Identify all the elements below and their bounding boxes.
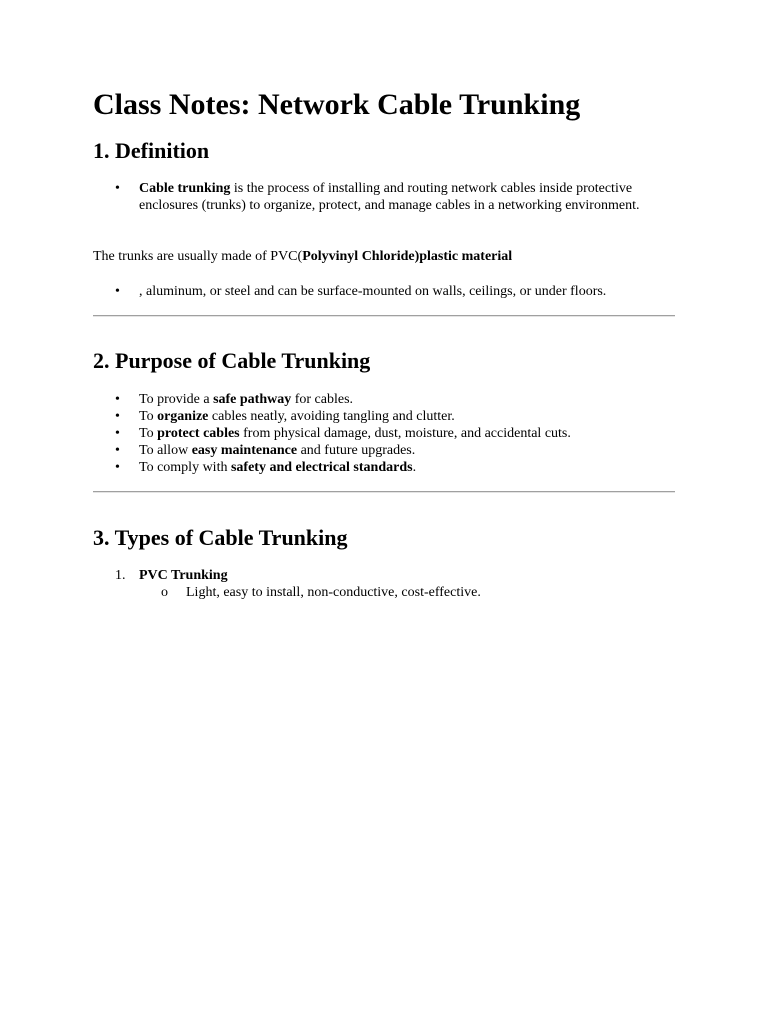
bullet-icon: • [115,443,120,458]
item-bold: organize [157,409,209,424]
section-heading-types: 3. Types of Cable Trunking [93,525,348,550]
materials-list [93,283,675,300]
list-item [93,283,675,300]
list-item [93,425,675,442]
section-divider [93,491,675,493]
types-list [93,567,675,601]
list-item [93,408,675,425]
list-item [139,584,675,601]
section-divider [93,315,675,317]
item-text: and future upgrades. [297,443,416,458]
bullet-icon: • [115,181,120,196]
item-text: for cables. [291,392,354,407]
item-bold: easy maintenance [191,443,298,458]
bullet-icon: • [115,460,120,475]
purpose-list [93,391,675,476]
list-number: 1. [115,568,126,583]
list-item [93,391,675,408]
bullet-icon: • [115,426,120,441]
type-name: PVC Trunking [139,568,228,583]
item-text: To [139,426,158,441]
materials-bold: Polyvinyl Chloride)plastic material [302,249,513,264]
item-text: from physical damage, dust, moisture, and accidental cuts. [239,426,571,441]
materials-text: The trunks are usually made of PVC( [93,249,303,264]
list-item [93,442,675,459]
item-text: . [412,460,417,475]
list-item [93,567,675,601]
list-item [93,459,675,476]
bullet-icon: • [115,409,120,424]
sub-bullet-icon: o [161,585,168,600]
section-heading-purpose: 2. Purpose of Cable Trunking [93,348,371,373]
bullet-icon: • [115,392,120,407]
materials-continuation: , aluminum, or steel and can be surface-mounted on walls, ceilings, or under floors. [139,284,607,299]
materials-paragraph [93,248,512,265]
item-bold: safe pathway [213,392,292,407]
definition-list [93,180,675,214]
type-details [139,584,675,601]
detail-text: Light, easy to install, non-conductive, cost-effective. [186,585,481,600]
term-cable-trunking: Cable trunking [139,181,231,196]
item-text: cables neatly, avoiding tangling and clutter. [208,409,455,424]
section-heading-definition: 1. Definition [93,138,210,163]
list-item [93,180,675,214]
item-bold: safety and electrical standards [230,460,413,475]
item-text: To allow [139,443,192,458]
bullet-icon: • [115,284,120,299]
item-text: To provide a [139,392,214,407]
item-text: To comply with [139,460,231,475]
definition-text: is the process of installing and routing network cables inside protective enclosures (trunks) to organize, protect, and manage cables in a networking environment. [139,181,640,213]
item-bold: protect cables [157,426,240,441]
item-text: To [139,409,158,424]
document-title: Class Notes: Network Cable Trunking [93,88,581,121]
